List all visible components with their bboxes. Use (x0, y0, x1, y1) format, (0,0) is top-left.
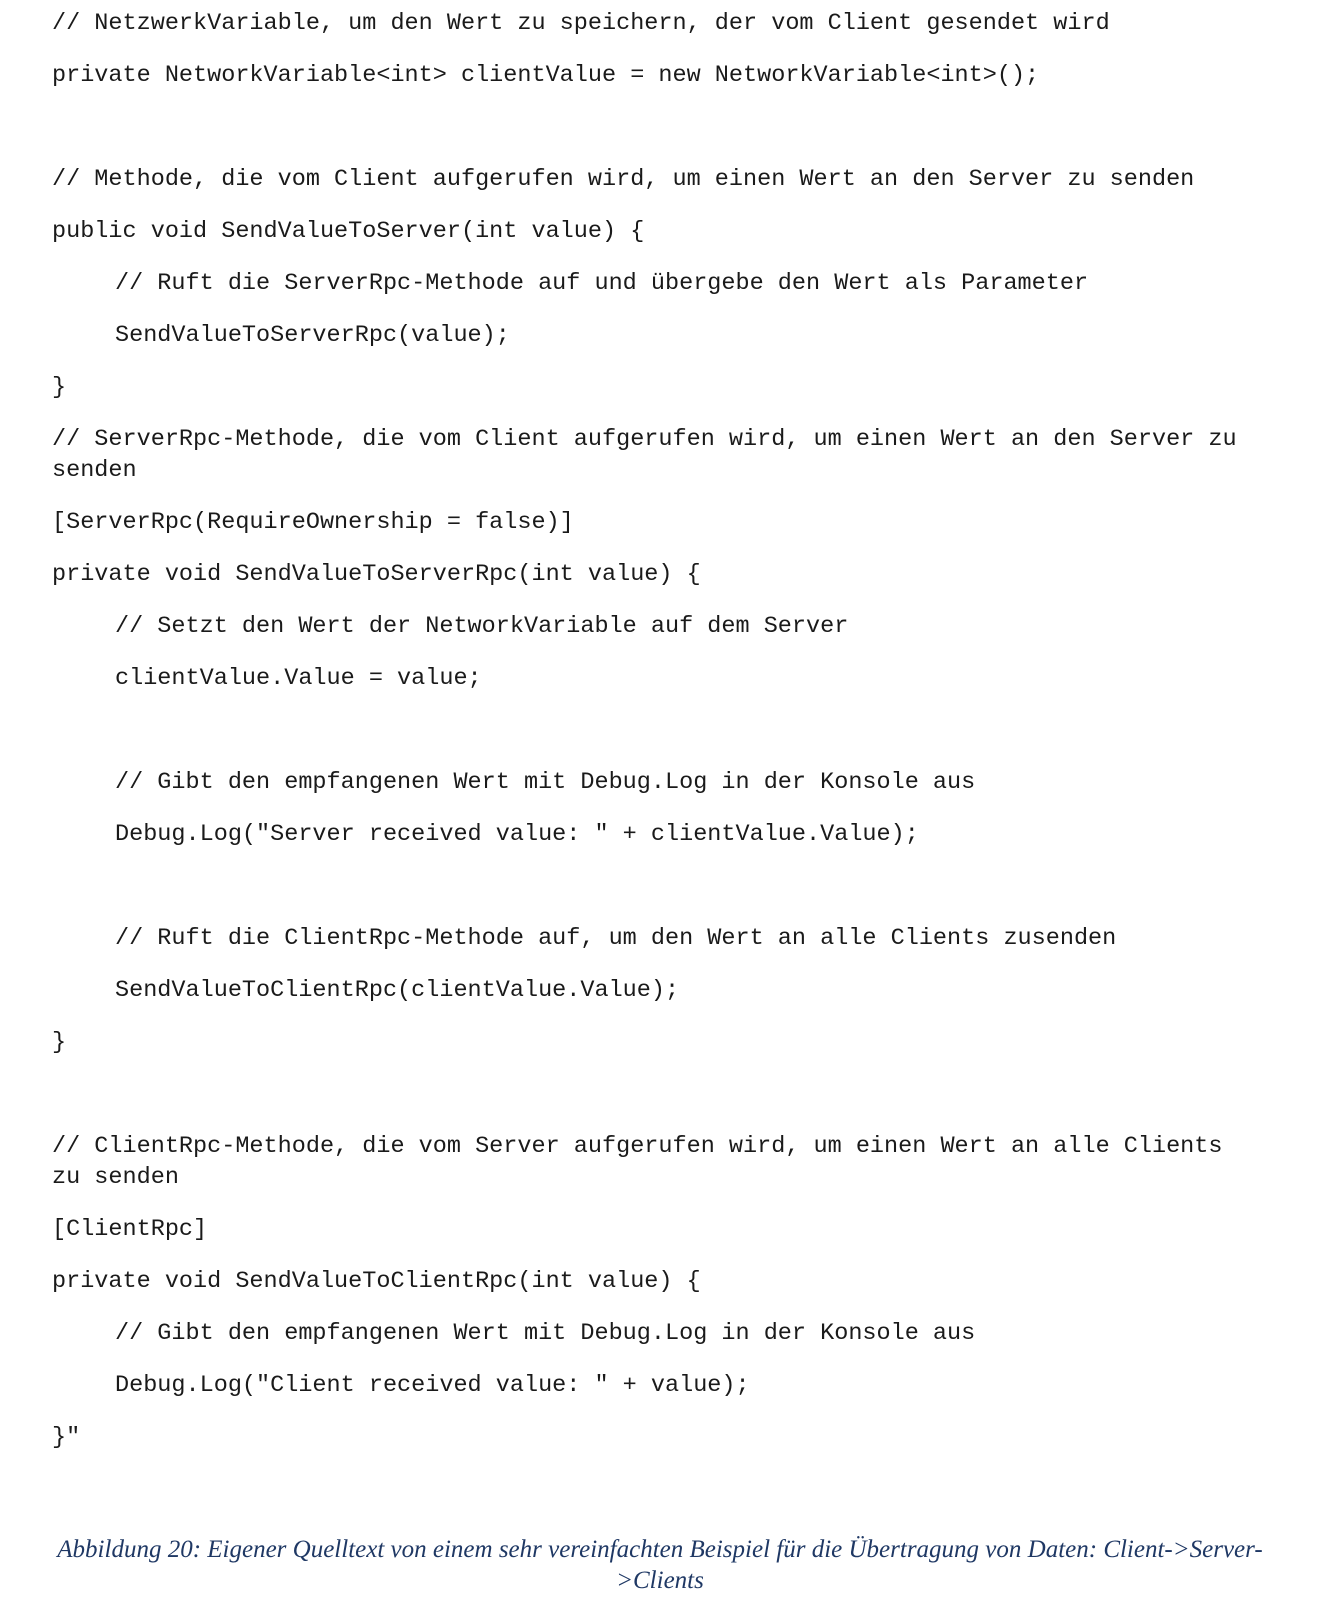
blank-line (52, 1079, 1312, 1131)
blank-line (52, 715, 1312, 767)
code-line-comment: // Gibt den empfangenen Wert mit Debug.Log in der Konsole aus (115, 769, 976, 796)
figure-caption: Abbildung 20: Eigener Quelltext von einem sehr vereinfachten Beispiel für die Übertragung von Daten: Client->Server->Clients (57, 1536, 1263, 1594)
code-line: clientValue.Value = value; (115, 665, 482, 692)
code-line-comment: // Ruft die ClientRpc-Methode auf, um den Wert an alle Clients zusenden (115, 925, 1117, 952)
code-line: }" (52, 1424, 81, 1451)
code-line-comment: // Gibt den empfangenen Wert mit Debug.Log in der Konsole aus (115, 1320, 976, 1347)
blank-line (52, 871, 1312, 923)
code-line: SendValueToClientRpc(clientValue.Value); (115, 977, 680, 1004)
code-line: Debug.Log("Server received value: " + clientValue.Value); (115, 821, 919, 848)
code-line: private void SendValueToServerRpc(int value) { (52, 561, 701, 588)
code-line-comment: // Ruft die ServerRpc-Methode auf und übergebe den Wert als Parameter (115, 270, 1089, 297)
code-line: } (52, 374, 67, 401)
code-line: SendValueToServerRpc(value); (115, 322, 510, 349)
code-line-comment: // NetzwerkVariable, um den Wert zu speichern, der vom Client gesendet wird (52, 10, 1110, 37)
code-listing (52, 8, 1312, 1474)
code-line-comment: // Methode, die vom Client aufgerufen wird, um einen Wert an den Server zu senden (52, 166, 1195, 193)
code-line-comment: // Setzt den Wert der NetworkVariable auf dem Server (115, 613, 849, 640)
code-line-attribute: [ClientRpc] (52, 1216, 208, 1243)
code-line: } (52, 1029, 67, 1056)
code-line: private NetworkVariable<int> clientValue = new NetworkVariable<int>(); (52, 62, 1040, 89)
blank-line (52, 112, 1312, 164)
code-line: private void SendValueToClientRpc(int value) { (52, 1268, 701, 1295)
code-line: public void SendValueToServer(int value) { (52, 218, 645, 245)
code-line-comment: // ClientRpc-Methode, die vom Server aufgerufen wird, um einen Wert an alle Clients zu senden (52, 1133, 1237, 1191)
code-line-attribute: [ServerRpc(RequireOwnership = false)] (52, 509, 574, 536)
code-line-comment: // ServerRpc-Methode, die vom Client aufgerufen wird, um einen Wert an den Server zu senden (52, 426, 1251, 484)
code-line: Debug.Log("Client received value: " + value); (115, 1372, 750, 1399)
